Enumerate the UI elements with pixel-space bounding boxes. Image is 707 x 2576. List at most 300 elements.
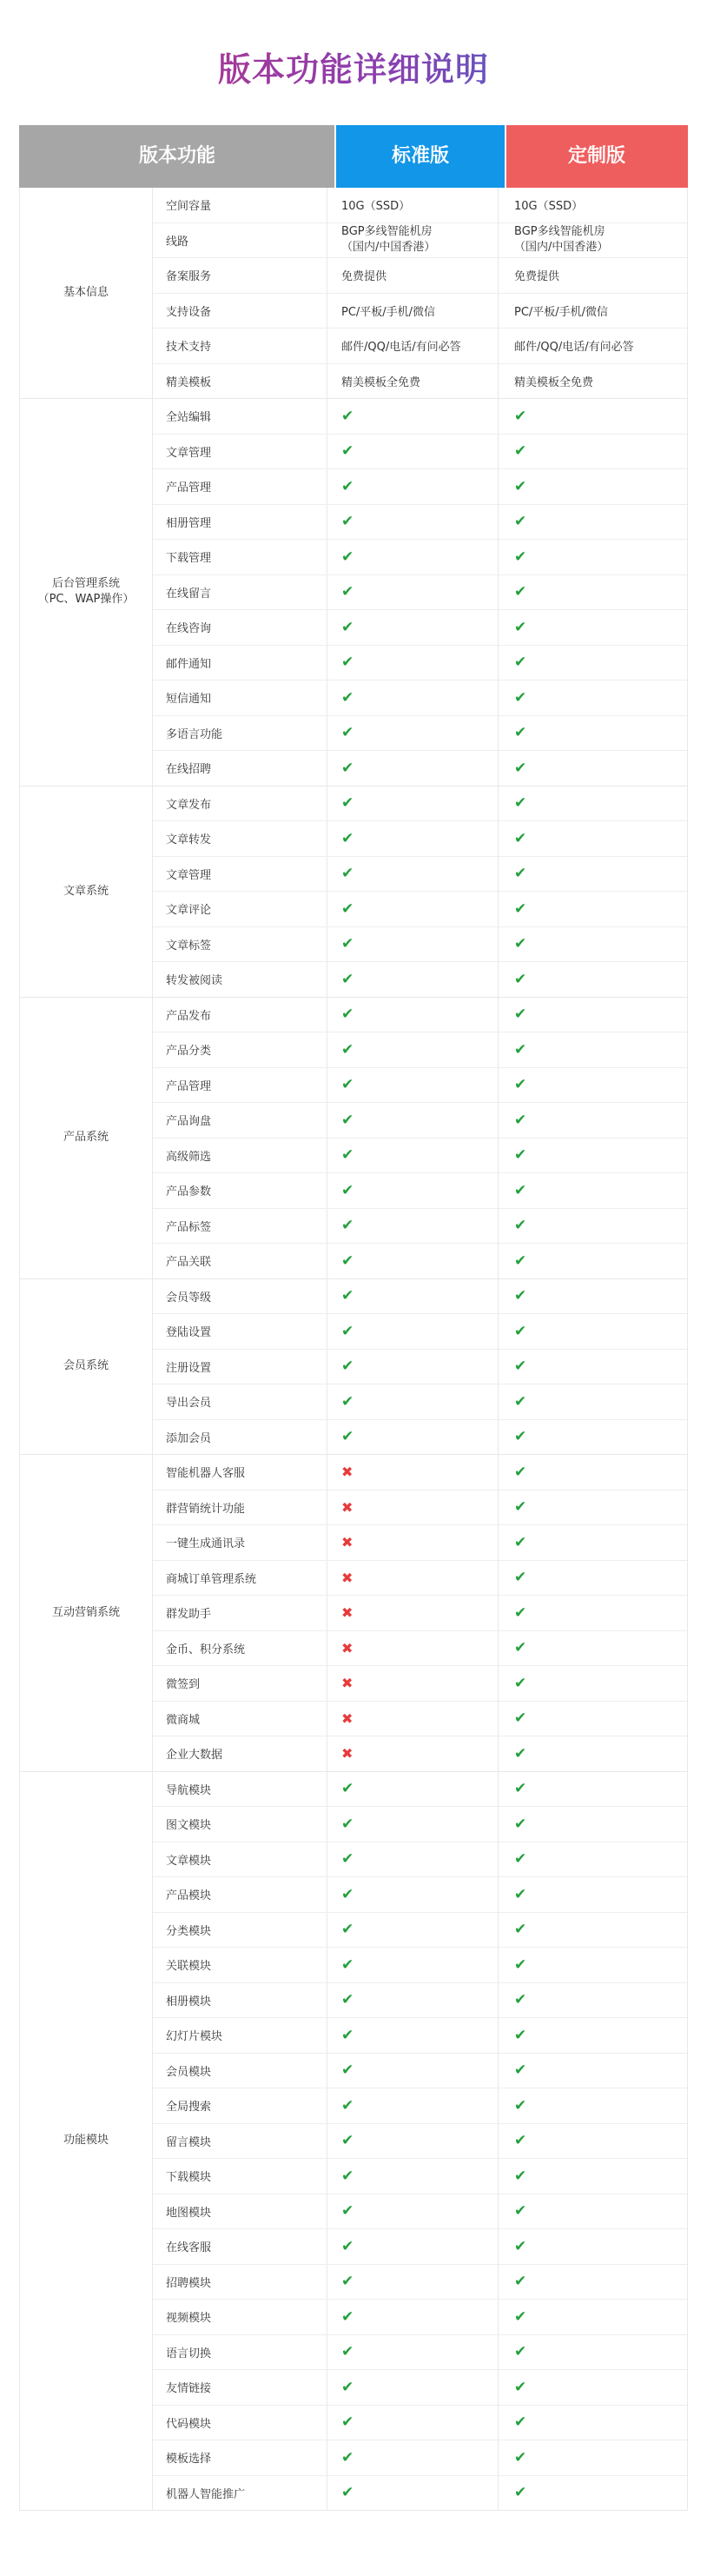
standard-value-cell [327,1350,499,1384]
check-icon: ✔ [341,407,354,425]
feature-name-cell [153,2476,327,2511]
check-icon: ✔ [341,1428,354,1446]
cross-icon: ✖ [341,1604,354,1622]
table-row [153,2406,687,2441]
cell-text: 会员等级 [166,1291,212,1305]
feature-name-cell [153,1772,327,1807]
table-row [153,2194,687,2230]
standard-value-cell [327,1596,499,1630]
check-icon: ✔ [341,2167,354,2185]
check-icon: ✔ [514,2273,527,2291]
custom-value-cell [499,540,688,574]
check-icon: ✔ [341,970,354,988]
check-icon: ✔ [514,1392,527,1411]
standard-value-cell [327,787,499,821]
standard-value-cell [327,435,499,469]
custom-value-cell [499,1244,688,1278]
check-icon: ✔ [514,1850,527,1869]
table-row [153,2370,687,2406]
standard-value-cell [327,646,499,681]
standard-value-cell [327,2300,499,2334]
check-icon: ✔ [341,1358,354,1376]
standard-value-cell [327,1631,499,1666]
cell-text: 免费提供 [514,270,560,284]
check-icon: ✔ [514,513,527,531]
check-icon: ✔ [341,548,354,566]
custom-value-cell [499,1842,688,1877]
cross-icon: ✖ [341,1464,354,1481]
check-icon: ✔ [514,407,527,425]
feature-name-cell [153,2018,327,2053]
feature-name-cell [153,258,327,293]
cell-text: 代码模块 [166,2417,212,2431]
feature-group [20,188,687,399]
check-icon: ✔ [514,1780,527,1798]
standard-value-cell [327,258,499,293]
cell-text: 产品管理 [166,481,212,495]
check-icon: ✔ [341,654,354,672]
custom-value-cell [499,1490,688,1525]
custom-value-cell [499,857,688,892]
check-icon: ✔ [514,2413,527,2432]
feature-name-cell [153,1244,327,1278]
standard-value-cell [327,1525,499,1560]
custom-value-cell [499,1561,688,1596]
feature-name-cell [153,1384,327,1419]
cross-icon: ✖ [341,1675,354,1692]
custom-value-cell [499,962,688,997]
standard-value-cell [327,1736,499,1771]
standard-value-cell [327,1420,499,1455]
custom-value-cell [499,892,688,926]
standard-value-cell [327,469,499,504]
cell-text: 关联模块 [166,1960,212,1974]
cell-text: 地图模块 [166,2206,212,2220]
table-row [153,2265,687,2300]
table-row [153,364,687,399]
cell-text: 幻灯片模块 [166,2030,223,2044]
custom-value-cell [499,364,688,399]
feature-name-cell [153,223,327,258]
table-row [153,1948,687,1983]
feature-name-cell [153,2406,327,2440]
table-row [153,2088,687,2124]
check-icon: ✔ [341,900,354,918]
standard-value-cell [327,1983,499,2018]
check-icon: ✔ [341,1251,354,1270]
cell-text: 文章转发 [166,833,212,847]
standard-value-cell [327,364,499,399]
custom-value-cell [499,294,688,329]
check-icon: ✔ [514,1569,527,1587]
check-icon: ✔ [514,759,527,777]
check-icon: ✔ [514,2484,527,2502]
standard-value-cell [327,2194,499,2229]
standard-value-cell [327,962,499,997]
cell-text: 精美模板全免费 [341,375,421,389]
feature-group [20,399,687,787]
check-icon: ✔ [514,1040,527,1059]
standard-value-cell [327,1807,499,1842]
group-category: 后台管理系统 （PC、WAP操作） [20,399,153,786]
check-icon: ✔ [514,2448,527,2466]
cell-text: 邮件/QQ/电话/有问必答 [341,341,461,355]
feature-name-cell [153,1525,327,1560]
check-icon: ✔ [514,1815,527,1833]
standard-value-cell [327,1455,499,1490]
cell-text: 下载管理 [166,552,212,566]
check-icon: ✔ [341,2484,354,2502]
check-icon: ✔ [514,1991,527,2009]
feature-name-cell [153,1983,327,2018]
standard-value-cell [327,2440,499,2475]
feature-name-cell [153,1350,327,1384]
cell-text: 产品询盘 [166,1115,212,1129]
feature-name-cell [153,1666,327,1701]
standard-value-cell [327,892,499,926]
table-row [153,1103,687,1139]
table-row [153,1244,687,1278]
cell-text: 图文模块 [166,1819,212,1833]
check-icon: ✔ [341,1322,354,1340]
table-header [19,125,688,188]
custom-value-cell [499,1103,688,1138]
cell-text: 10G（SSD） [514,200,584,214]
table-row [153,2018,687,2054]
group-category: 功能模块 [20,1772,153,2511]
cell-text: 空间容量 [166,200,212,214]
table-row [153,1983,687,2019]
table-row [153,892,687,927]
feature-name-cell [153,1279,327,1314]
check-icon: ✔ [514,900,527,918]
cell-text: 企业大数据 [166,1749,223,1763]
cross-icon: ✖ [341,1745,354,1763]
feature-name-cell [153,1139,327,1173]
check-icon: ✔ [514,2237,527,2255]
custom-value-cell [499,1983,688,2018]
check-icon: ✔ [341,865,354,883]
cell-text: 产品关联 [166,1256,212,1270]
custom-value-cell [499,998,688,1032]
standard-value-cell [327,1279,499,1314]
feature-name-cell [153,1209,327,1244]
custom-value-cell [499,646,688,681]
check-icon: ✔ [514,442,527,461]
table-row [153,1666,687,1702]
table-row [153,505,687,541]
feature-name-cell [153,1842,327,1877]
feature-name-cell [153,469,327,504]
table-row [153,1314,687,1350]
page-title: 版本功能详细说明 [0,45,707,94]
standard-value-cell [327,223,499,258]
standard-value-cell [327,1032,499,1067]
cross-icon: ✖ [341,1569,354,1586]
standard-value-cell [327,505,499,540]
table-row [153,2476,687,2511]
cell-text: 在线招聘 [166,763,212,777]
cell-text: 多语言功能 [166,727,223,741]
check-icon: ✔ [341,1287,354,1305]
custom-value-cell [499,1139,688,1173]
standard-value-cell [327,1842,499,1877]
standard-value-cell [327,1314,499,1349]
version-comparison-table [19,125,688,2511]
check-icon: ✔ [514,1181,527,1199]
cell-text: 文章模块 [166,1854,212,1868]
feature-name-cell [153,1173,327,1208]
cell-text: 相册管理 [166,516,212,530]
feature-name-cell [153,787,327,821]
check-icon: ✔ [514,2343,527,2361]
cell-text: 产品参数 [166,1185,212,1199]
standard-value-cell [327,2476,499,2511]
custom-value-cell [499,2440,688,2475]
check-icon: ✔ [514,1639,527,1657]
header-divider [334,125,336,188]
custom-value-cell [499,258,688,293]
group-category: 基本信息 [20,188,153,398]
cell-text: 技术支持 [166,341,212,355]
check-icon: ✔ [514,970,527,988]
standard-value-cell [327,1209,499,1244]
table-row [153,329,687,364]
check-icon: ✔ [514,1076,527,1094]
custom-value-cell [499,2018,688,2053]
feature-name-cell [153,2194,327,2229]
check-icon: ✔ [514,1921,527,1939]
table-row [153,998,687,1033]
check-icon: ✔ [341,688,354,707]
cell-text: BGP多线智能机房 （国内/中国香港） [514,225,609,255]
cell-text: 文章评论 [166,904,212,918]
table-row [153,1631,687,1667]
standard-value-cell [327,540,499,574]
cell-text: 会员模块 [166,2065,212,2079]
feature-name-cell [153,716,327,751]
check-icon: ✔ [514,618,527,636]
feature-name-cell [153,575,327,610]
table-row [153,1525,687,1561]
table-row [153,1842,687,1878]
cell-text: 邮件/QQ/电话/有问必答 [514,341,634,355]
check-icon: ✔ [514,829,527,847]
custom-value-cell [499,2406,688,2440]
check-icon: ✔ [341,513,354,531]
check-icon: ✔ [341,1146,354,1165]
feature-name-cell [153,751,327,786]
standard-value-cell [327,2370,499,2405]
header-custom: 定制版 [505,125,688,188]
cell-text: 添加会员 [166,1431,212,1445]
check-icon: ✔ [341,1040,354,1059]
check-icon: ✔ [514,794,527,813]
cell-text: 导航模块 [166,1783,212,1797]
table-row [153,1032,687,1068]
table-row [153,927,687,963]
custom-value-cell [499,505,688,540]
custom-value-cell [499,2124,688,2159]
feature-group [20,1455,687,1772]
check-icon: ✔ [514,1146,527,1165]
feature-name-cell [153,962,327,997]
group-category: 会员系统 [20,1279,153,1455]
cell-text: 转发被阅读 [166,974,223,988]
cell-text: 产品管理 [166,1079,212,1093]
table-row [153,787,687,822]
standard-value-cell [327,2088,499,2123]
custom-value-cell [499,1350,688,1384]
cell-text: 模板选择 [166,2453,212,2466]
custom-value-cell [499,575,688,610]
check-icon: ✔ [341,1955,354,1974]
feature-name-cell [153,540,327,574]
feature-name-cell [153,2440,327,2475]
cross-icon: ✖ [341,1534,354,1551]
check-icon: ✔ [341,618,354,636]
standard-value-cell [327,857,499,892]
custom-value-cell [499,2265,688,2300]
feature-name-cell [153,2300,327,2334]
group-category: 产品系统 [20,998,153,1278]
feature-group [20,998,687,1279]
check-icon: ✔ [514,477,527,495]
check-icon: ✔ [341,442,354,461]
check-icon: ✔ [514,1463,527,1481]
check-icon: ✔ [341,583,354,601]
standard-value-cell [327,716,499,751]
check-icon: ✔ [341,2096,354,2115]
check-icon: ✔ [514,2096,527,2115]
custom-value-cell [499,1877,688,1912]
check-icon: ✔ [514,865,527,883]
custom-value-cell [499,1948,688,1982]
cell-text: 在线咨询 [166,622,212,636]
check-icon: ✔ [341,2413,354,2432]
feature-name-cell [153,1490,327,1525]
table-row [153,1279,687,1315]
feature-name-cell [153,399,327,434]
table-row [153,962,687,997]
custom-value-cell [499,1420,688,1455]
standard-value-cell [327,1948,499,1982]
custom-value-cell [499,1068,688,1103]
table-row [153,1455,687,1490]
standard-value-cell [327,2159,499,2194]
custom-value-cell [499,751,688,786]
custom-value-cell [499,1913,688,1948]
custom-value-cell [499,1736,688,1771]
feature-name-cell [153,2159,327,2194]
feature-name-cell [153,294,327,329]
cell-text: PC/平板/手机/微信 [341,305,436,319]
cell-text: 导出会员 [166,1397,212,1411]
table-row [153,821,687,857]
table-row [153,1561,687,1597]
custom-value-cell [499,1032,688,1067]
feature-name-cell [153,1314,327,1349]
table-row [153,575,687,611]
custom-value-cell [499,1314,688,1349]
feature-group [20,787,687,998]
table-row [153,2124,687,2160]
check-icon: ✔ [341,2273,354,2291]
cell-text: 备案服务 [166,270,212,284]
cell-text: 群发助手 [166,1608,212,1622]
standard-value-cell [327,1103,499,1138]
cell-text: 文章管理 [166,446,212,460]
feature-name-cell [153,1877,327,1912]
feature-name-cell [153,1702,327,1736]
feature-name-cell [153,646,327,681]
feature-name-cell [153,364,327,399]
table-row [153,681,687,716]
table-row [153,610,687,646]
standard-value-cell [327,2054,499,2088]
table-row [153,399,687,435]
header-divider [505,125,506,188]
standard-value-cell [327,1244,499,1278]
check-icon: ✔ [341,1076,354,1094]
cell-text: 高级筛选 [166,1150,212,1164]
check-icon: ✔ [514,1428,527,1446]
check-icon: ✔ [514,2202,527,2221]
check-icon: ✔ [514,2061,527,2080]
standard-value-cell [327,2265,499,2300]
check-icon: ✔ [341,1815,354,1833]
cell-text: 群营销统计功能 [166,1502,246,1516]
standard-value-cell [327,610,499,645]
feature-name-cell [153,821,327,856]
custom-value-cell [499,1772,688,1807]
custom-value-cell [499,1596,688,1630]
check-icon: ✔ [341,1392,354,1411]
standard-value-cell [327,1384,499,1419]
check-icon: ✔ [514,2307,527,2326]
check-icon: ✔ [341,1850,354,1869]
cell-text: 在线留言 [166,587,212,601]
check-icon: ✔ [514,724,527,742]
feature-name-cell [153,329,327,363]
check-icon: ✔ [514,1251,527,1270]
custom-value-cell [499,469,688,504]
check-icon: ✔ [341,794,354,813]
custom-value-cell [499,2300,688,2334]
check-icon: ✔ [514,688,527,707]
check-icon: ✔ [341,2307,354,2326]
feature-name-cell [153,1420,327,1455]
cell-text: 登陆设置 [166,1326,212,1340]
table-row [153,1913,687,1949]
cell-text: 邮件通知 [166,657,212,671]
cell-text: 金币、积分系统 [166,1643,246,1656]
custom-value-cell [499,1209,688,1244]
table-row [153,1807,687,1842]
cell-text: PC/平板/手机/微信 [514,305,609,319]
custom-value-cell [499,1384,688,1419]
table-row [153,1490,687,1526]
cell-text: 留言模块 [166,2135,212,2149]
cell-text: 招聘模块 [166,2276,212,2290]
cell-text: 一键生成通讯录 [166,1537,246,1551]
table-row [153,646,687,681]
check-icon: ✔ [514,1322,527,1340]
cell-text: 文章管理 [166,868,212,882]
check-icon: ✔ [514,935,527,953]
table-row [153,1068,687,1104]
check-icon: ✔ [341,2202,354,2221]
